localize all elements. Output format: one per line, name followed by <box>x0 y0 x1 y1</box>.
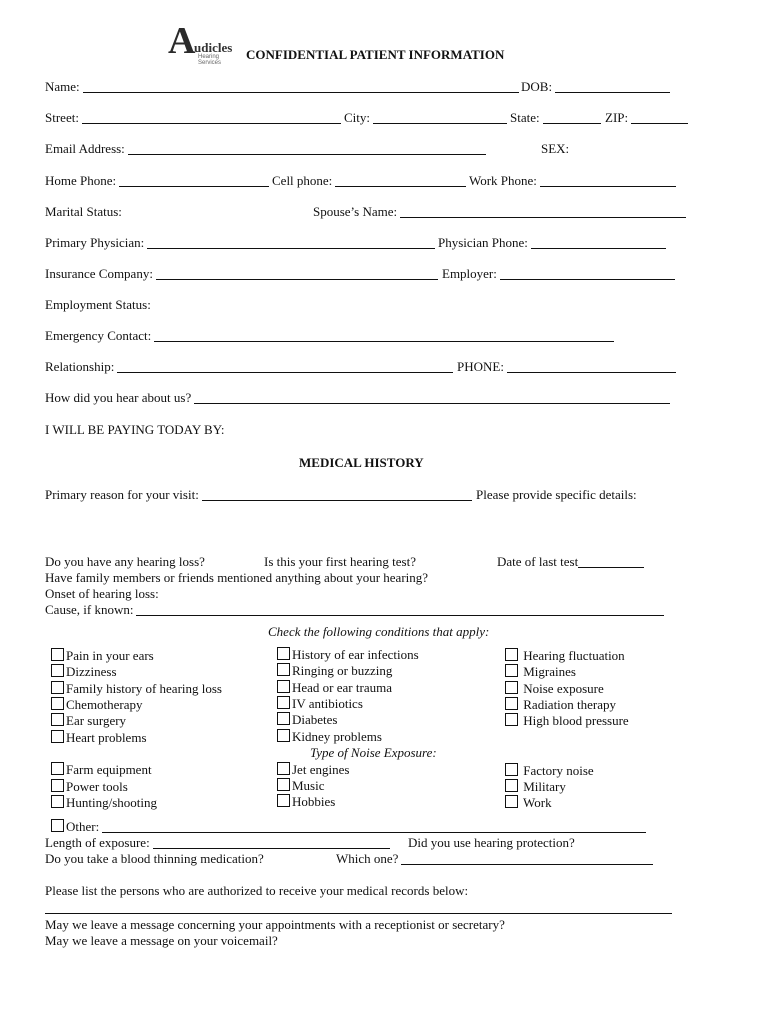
noise-hobbies[interactable]: Hobbies <box>277 794 335 808</box>
sex-label: SEX: <box>541 141 570 156</box>
marital-status-label: Marital Status: <box>45 204 122 219</box>
checkbox[interactable] <box>277 680 290 693</box>
primary-physician-label: Primary Physician: <box>45 235 145 250</box>
checkbox[interactable] <box>277 729 290 742</box>
page-title: CONFIDENTIAL PATIENT INFORMATION <box>246 47 505 62</box>
onset-label: Onset of hearing loss: <box>45 586 159 601</box>
phone-field[interactable] <box>457 360 676 373</box>
checkbox[interactable] <box>277 696 290 709</box>
cause-label: Cause, if known: <box>45 602 134 617</box>
checkbox[interactable] <box>277 663 290 676</box>
checkbox[interactable] <box>277 647 290 660</box>
which-one-field[interactable] <box>336 852 653 865</box>
last-test-field[interactable] <box>497 555 644 568</box>
employment-status-label: Employment Status: <box>45 297 151 312</box>
condition-noise-exposure[interactable]: Noise exposure <box>505 681 604 695</box>
checkbox[interactable] <box>51 779 64 792</box>
checkbox[interactable] <box>51 819 64 832</box>
employer-field[interactable] <box>442 267 675 280</box>
checkbox[interactable] <box>51 762 64 775</box>
noise-work[interactable]: Work <box>505 795 552 809</box>
primary-physician-field[interactable] <box>45 236 435 249</box>
checkbox[interactable] <box>277 794 290 807</box>
noise-factory[interactable]: Factory noise <box>505 763 594 777</box>
checkbox[interactable] <box>51 681 64 694</box>
leave-message-receptionist-question: May we leave a message concerning your appointments with a receptionist or secretary? <box>45 917 505 932</box>
condition-radiation-therapy[interactable]: Radiation therapy <box>505 697 616 711</box>
state-field[interactable] <box>510 111 601 124</box>
noise-jet-engines[interactable]: Jet engines <box>277 762 349 776</box>
last-test-label: Date of last test <box>497 554 579 569</box>
condition-diabetes[interactable]: Diabetes <box>277 712 337 726</box>
primary-reason-field[interactable] <box>45 488 472 501</box>
checkbox[interactable] <box>51 713 64 726</box>
relationship-label: Relationship: <box>45 359 115 374</box>
checkbox[interactable] <box>51 648 64 661</box>
condition-iv-antibiotics[interactable]: IV antibiotics <box>277 696 363 710</box>
authorized-persons-label: Please list the persons who are authorized to receive your medical records below: <box>45 883 469 898</box>
physician-phone-label: Physician Phone: <box>438 235 528 250</box>
authorized-persons-line[interactable] <box>45 913 672 914</box>
city-field[interactable] <box>344 111 507 124</box>
paying-today-label: I WILL BE PAYING TODAY BY: <box>45 422 225 437</box>
name-field[interactable] <box>45 80 519 93</box>
checkbox[interactable] <box>505 795 518 808</box>
physician-phone-field[interactable] <box>438 236 666 249</box>
checkbox[interactable] <box>51 697 64 710</box>
work-phone-field[interactable] <box>469 174 676 187</box>
condition-heart-problems[interactable]: Heart problems <box>51 730 147 744</box>
logo-mark: A <box>168 20 196 62</box>
dob-label: DOB: <box>521 79 553 94</box>
noise-music[interactable]: Music <box>277 778 325 792</box>
which-one-label: Which one? <box>336 851 399 866</box>
checkbox[interactable] <box>505 763 518 776</box>
emergency-contact-field[interactable] <box>45 329 614 342</box>
insurance-company-field[interactable] <box>45 267 438 280</box>
audicles-logo <box>168 18 242 66</box>
checkbox[interactable] <box>505 697 518 710</box>
medical-history-heading: MEDICAL HISTORY <box>299 455 424 470</box>
length-exposure-field[interactable] <box>45 836 390 849</box>
noise-power-tools[interactable]: Power tools <box>51 779 128 793</box>
condition-chemotherapy[interactable]: Chemotherapy <box>51 697 143 711</box>
condition-high-blood-pressure[interactable]: High blood pressure <box>505 713 629 727</box>
dob-field[interactable] <box>521 80 670 93</box>
checkbox[interactable] <box>51 730 64 743</box>
first-test-question: Is this your first hearing test? <box>264 554 416 569</box>
checkbox[interactable] <box>51 795 64 808</box>
length-exposure-label: Length of exposure: <box>45 835 150 850</box>
street-field[interactable] <box>45 111 341 124</box>
check-conditions-heading: Check the following conditions that apply: <box>268 624 490 639</box>
emergency-contact-label: Emergency Contact: <box>45 328 152 343</box>
specific-details-label: Please provide specific details: <box>476 487 637 502</box>
email-field[interactable] <box>45 142 486 155</box>
leave-message-voicemail-question: May we leave a message on your voicemail? <box>45 933 278 948</box>
city-label: City: <box>344 110 371 125</box>
primary-reason-label: Primary reason for your visit: <box>45 487 199 502</box>
condition-pain-in-ears[interactable]: Pain in your ears <box>51 648 154 662</box>
spouse-name-field[interactable] <box>313 205 686 218</box>
condition-head-trauma[interactable]: Head or ear trauma <box>277 680 392 694</box>
checkbox[interactable] <box>505 779 518 792</box>
noise-hunting-shooting[interactable]: Hunting/shooting <box>51 795 157 809</box>
other-field[interactable] <box>51 819 646 833</box>
condition-ear-surgery[interactable]: Ear surgery <box>51 713 126 727</box>
zip-label: ZIP: <box>605 110 629 125</box>
phone-label: PHONE: <box>457 359 504 374</box>
street-label: Street: <box>45 110 79 125</box>
state-label: State: <box>510 110 540 125</box>
blood-thinning-question: Do you take a blood thinning medication? <box>45 851 264 866</box>
home-phone-field[interactable] <box>45 174 269 187</box>
cause-field[interactable] <box>45 603 664 616</box>
hear-about-label: How did you hear about us? <box>45 390 192 405</box>
checkbox[interactable] <box>277 712 290 725</box>
noise-exposure-heading: Type of Noise Exposure: <box>310 745 437 760</box>
hearing-protection-question: Did you use hearing protection? <box>408 835 575 850</box>
relationship-field[interactable] <box>45 360 453 373</box>
condition-family-history[interactable]: Family history of hearing loss <box>51 681 222 695</box>
noise-farm-equipment[interactable]: Farm equipment <box>51 762 152 776</box>
employer-label: Employer: <box>442 266 497 281</box>
noise-military[interactable]: Military <box>505 779 566 793</box>
checkbox[interactable] <box>51 664 64 677</box>
condition-ear-infections[interactable]: History of ear infections <box>277 647 419 661</box>
condition-kidney-problems[interactable]: Kidney problems <box>277 729 382 743</box>
insurance-company-label: Insurance Company: <box>45 266 153 281</box>
checkbox[interactable] <box>505 713 518 726</box>
zip-field[interactable] <box>605 111 688 124</box>
logo-word: udicles <box>194 40 233 55</box>
checkbox[interactable] <box>505 648 518 661</box>
checkbox[interactable] <box>277 762 290 775</box>
condition-dizziness[interactable]: Dizziness <box>51 664 117 678</box>
other-label: Other: <box>66 819 100 834</box>
work-phone-label: Work Phone: <box>469 173 537 188</box>
hearing-loss-question: Do you have any hearing loss? <box>45 554 205 569</box>
home-phone-label: Home Phone: <box>45 173 117 188</box>
checkbox[interactable] <box>505 681 518 694</box>
logo-subtitle: Hearing Services <box>198 54 222 66</box>
checkbox[interactable] <box>505 664 518 677</box>
family-mentioned-question: Have family members or friends mentioned anything about your hearing? <box>45 570 429 585</box>
spouse-name-label: Spouse’s Name: <box>313 204 398 219</box>
email-label: Email Address: <box>45 141 125 156</box>
condition-hearing-fluctuation[interactable]: Hearing fluctuation <box>505 648 625 662</box>
cell-phone-label: Cell phone: <box>272 173 333 188</box>
condition-ringing[interactable]: Ringing or buzzing <box>277 663 392 677</box>
checkbox[interactable] <box>277 778 290 791</box>
cell-phone-field[interactable] <box>272 174 466 187</box>
name-label: Name: <box>45 79 80 94</box>
hear-about-field[interactable] <box>45 391 670 404</box>
condition-migraines[interactable]: Migraines <box>505 664 576 678</box>
